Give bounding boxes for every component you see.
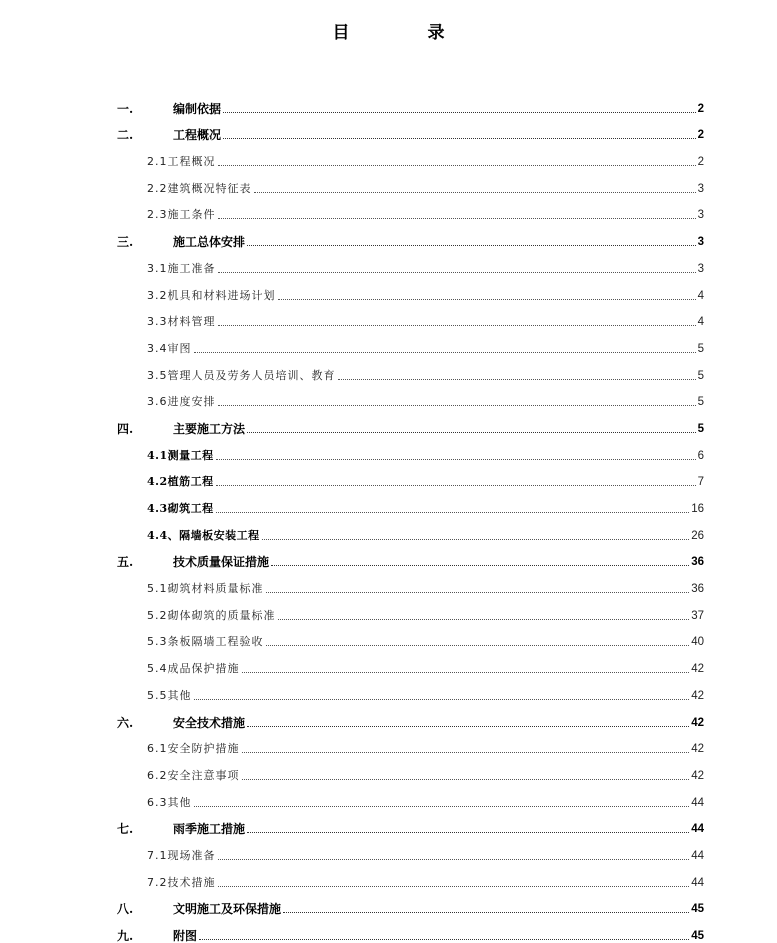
toc-dot-leader: [218, 165, 696, 166]
toc-section-number: 一.: [117, 101, 134, 116]
toc-dot-leader: [223, 138, 696, 139]
toc-dot-leader: [247, 832, 689, 833]
toc-subsection-entry[interactable]: [117, 676, 704, 703]
toc-entry-title: 4.4、隔墙板安装工程: [147, 528, 260, 542]
toc-page-number: 42: [691, 663, 704, 676]
toc-section-number: 八.: [117, 902, 134, 917]
toc-subsection-entry[interactable]: [117, 142, 704, 169]
toc-section-entry[interactable]: [117, 543, 704, 570]
toc-subsection-entry[interactable]: [117, 756, 704, 783]
toc-entry-title: 3.1施工准备: [147, 261, 216, 275]
toc-dot-leader: [271, 565, 689, 566]
toc-dot-leader: [194, 806, 690, 807]
toc-page-number: 44: [691, 849, 704, 862]
toc-page-number: 45: [691, 930, 704, 942]
toc-subsection-entry[interactable]: [117, 569, 704, 596]
toc-entry-title: 5.4成品保护措施: [147, 662, 240, 676]
toc-dot-leader: [216, 512, 690, 513]
toc-dot-leader: [247, 245, 696, 246]
toc-page-number: 36: [691, 583, 704, 596]
table-of-contents: [117, 89, 704, 943]
toc-entry-title: 4.3砌筑工程: [147, 502, 214, 515]
toc-entry-title: 6.1安全防护措施: [147, 742, 240, 756]
toc-subsection-entry[interactable]: [117, 836, 704, 863]
toc-subsection-entry[interactable]: [117, 649, 704, 676]
toc-subsection-entry[interactable]: [117, 196, 704, 223]
toc-dot-leader: [242, 752, 690, 753]
toc-page-number: 3: [697, 182, 704, 195]
toc-page-number: 5: [697, 369, 704, 382]
toc-page-number: 42: [691, 769, 704, 782]
toc-dot-leader: [194, 699, 690, 700]
toc-dot-leader: [338, 379, 696, 380]
toc-entry-title: 3.6进度安排: [147, 395, 216, 409]
toc-subsection-entry[interactable]: [117, 516, 704, 543]
toc-section-number: 二.: [117, 128, 134, 143]
toc-section-number: 九.: [117, 929, 134, 943]
toc-subsection-entry[interactable]: [117, 489, 704, 516]
toc-section-number: 三.: [117, 235, 134, 250]
toc-page-number: 40: [691, 636, 704, 649]
toc-entry-title: 6.2安全注意事项: [147, 768, 240, 782]
toc-page-number: 5: [697, 422, 704, 435]
toc-subsection-entry[interactable]: [117, 169, 704, 196]
toc-page-number: 3: [697, 236, 704, 249]
toc-page-number: 42: [691, 716, 704, 729]
toc-dot-leader: [266, 645, 690, 646]
toc-section-number: 五.: [117, 555, 134, 570]
toc-entry-title: 3.4审图: [147, 341, 192, 355]
toc-section-entry[interactable]: [117, 916, 704, 943]
toc-dot-leader: [216, 459, 696, 460]
toc-page-number: 44: [691, 796, 704, 809]
toc-subsection-entry[interactable]: [117, 329, 704, 356]
toc-page-number: 7: [697, 476, 704, 489]
toc-subsection-entry[interactable]: [117, 276, 704, 303]
toc-entry-title: 2.3施工条件: [147, 208, 216, 222]
toc-subsection-entry[interactable]: [117, 463, 704, 490]
toc-section-entry[interactable]: [117, 703, 704, 730]
toc-page-number: 37: [691, 609, 704, 622]
toc-dot-leader: [242, 779, 690, 780]
toc-section-entry[interactable]: [117, 116, 704, 143]
toc-entry-title: 2.1工程概况: [147, 155, 216, 169]
toc-section-number: 四.: [117, 421, 134, 436]
toc-entry-title: 5.3条板隔墙工程验收: [147, 635, 264, 649]
toc-dot-leader: [247, 432, 696, 433]
toc-dot-leader: [262, 539, 690, 540]
toc-subsection-entry[interactable]: [117, 356, 704, 383]
toc-subsection-entry[interactable]: [117, 383, 704, 410]
page-title: 目 录: [332, 23, 481, 43]
toc-entry-title: 工程概况: [173, 128, 222, 143]
toc-entry-title: 雨季施工措施: [173, 822, 246, 837]
toc-entry-title: 7.2技术措施: [147, 875, 216, 889]
toc-subsection-entry[interactable]: [117, 436, 704, 463]
toc-section-number: 六.: [117, 715, 134, 730]
toc-section-entry[interactable]: [117, 222, 704, 249]
toc-dot-leader: [218, 405, 696, 406]
toc-dot-leader: [194, 352, 696, 353]
toc-dot-leader: [278, 619, 690, 620]
toc-dot-leader: [218, 859, 690, 860]
toc-subsection-entry[interactable]: [117, 596, 704, 623]
toc-subsection-entry[interactable]: [117, 783, 704, 810]
toc-page-number: 6: [697, 449, 704, 462]
toc-dot-leader: [247, 726, 689, 727]
toc-page-number: 26: [691, 529, 704, 542]
toc-subsection-entry[interactable]: [117, 863, 704, 890]
toc-section-entry[interactable]: [117, 810, 704, 837]
toc-entry-title: 4.2植筋工程: [147, 475, 214, 489]
toc-dot-leader: [266, 592, 690, 593]
toc-dot-leader: [223, 112, 696, 113]
toc-page-number: 5: [697, 396, 704, 409]
toc-subsection-entry[interactable]: [117, 249, 704, 276]
toc-page-number: 42: [691, 689, 704, 702]
toc-dot-leader: [216, 485, 696, 486]
toc-entry-title: 5.2砌体砌筑的质量标准: [147, 608, 276, 622]
toc-entry-title: 主要施工方法: [173, 421, 246, 436]
toc-page-number: 2: [697, 156, 704, 169]
toc-section-entry[interactable]: [117, 890, 704, 917]
toc-page-number: 2: [697, 102, 704, 115]
toc-dot-leader: [254, 192, 696, 193]
toc-entry-title: 3.3材料管理: [147, 315, 216, 329]
toc-subsection-entry[interactable]: [117, 623, 704, 650]
toc-dot-leader: [278, 299, 696, 300]
toc-entry-title: 5.5其他: [147, 688, 192, 702]
toc-page-number: 45: [691, 903, 704, 916]
toc-section-entry[interactable]: [117, 409, 704, 436]
toc-entry-title: 3.2机具和材料进场计划: [147, 288, 276, 302]
toc-dot-leader: [283, 912, 689, 913]
toc-page-number: 16: [691, 503, 704, 515]
toc-dot-leader: [218, 272, 696, 273]
toc-page-number: 36: [691, 556, 704, 569]
toc-entry-title: 技术质量保证措施: [173, 555, 270, 570]
toc-dot-leader: [218, 886, 690, 887]
toc-page-number: 44: [691, 876, 704, 889]
toc-dot-leader: [199, 939, 689, 940]
toc-entry-title: 7.1现场准备: [147, 848, 216, 862]
toc-entry-title: 2.2建筑概况特征表: [147, 181, 252, 195]
toc-page-number: 3: [697, 262, 704, 275]
toc-dot-leader: [242, 672, 690, 673]
toc-page-number: 3: [697, 209, 704, 222]
toc-page-number: 5: [697, 342, 704, 355]
toc-entry-title: 4.1测量工程: [147, 448, 214, 462]
toc-page-number: 44: [691, 823, 704, 836]
toc-dot-leader: [218, 325, 696, 326]
toc-subsection-entry[interactable]: [117, 730, 704, 757]
toc-page-number: 4: [697, 289, 704, 302]
toc-entry-title: 编制依据: [173, 101, 222, 116]
toc-section-number: 七.: [117, 822, 134, 837]
toc-subsection-entry[interactable]: [117, 303, 704, 330]
toc-entry-title: 3.5管理人员及劳务人员培训、教育: [147, 368, 336, 382]
toc-section-entry[interactable]: [117, 89, 704, 116]
toc-entry-title: 文明施工及环保措施: [173, 902, 282, 917]
toc-dot-leader: [218, 218, 696, 219]
toc-page-number: 2: [697, 129, 704, 142]
toc-page-number: 42: [691, 743, 704, 756]
toc-entry-title: 附图: [173, 929, 198, 943]
toc-entry-title: 6.3其他: [147, 795, 192, 809]
toc-entry-title: 5.1砌筑材料质量标准: [147, 582, 264, 596]
toc-entry-title: 施工总体安排: [173, 235, 246, 250]
toc-page-number: 4: [697, 316, 704, 329]
toc-entry-title: 安全技术措施: [173, 715, 246, 730]
